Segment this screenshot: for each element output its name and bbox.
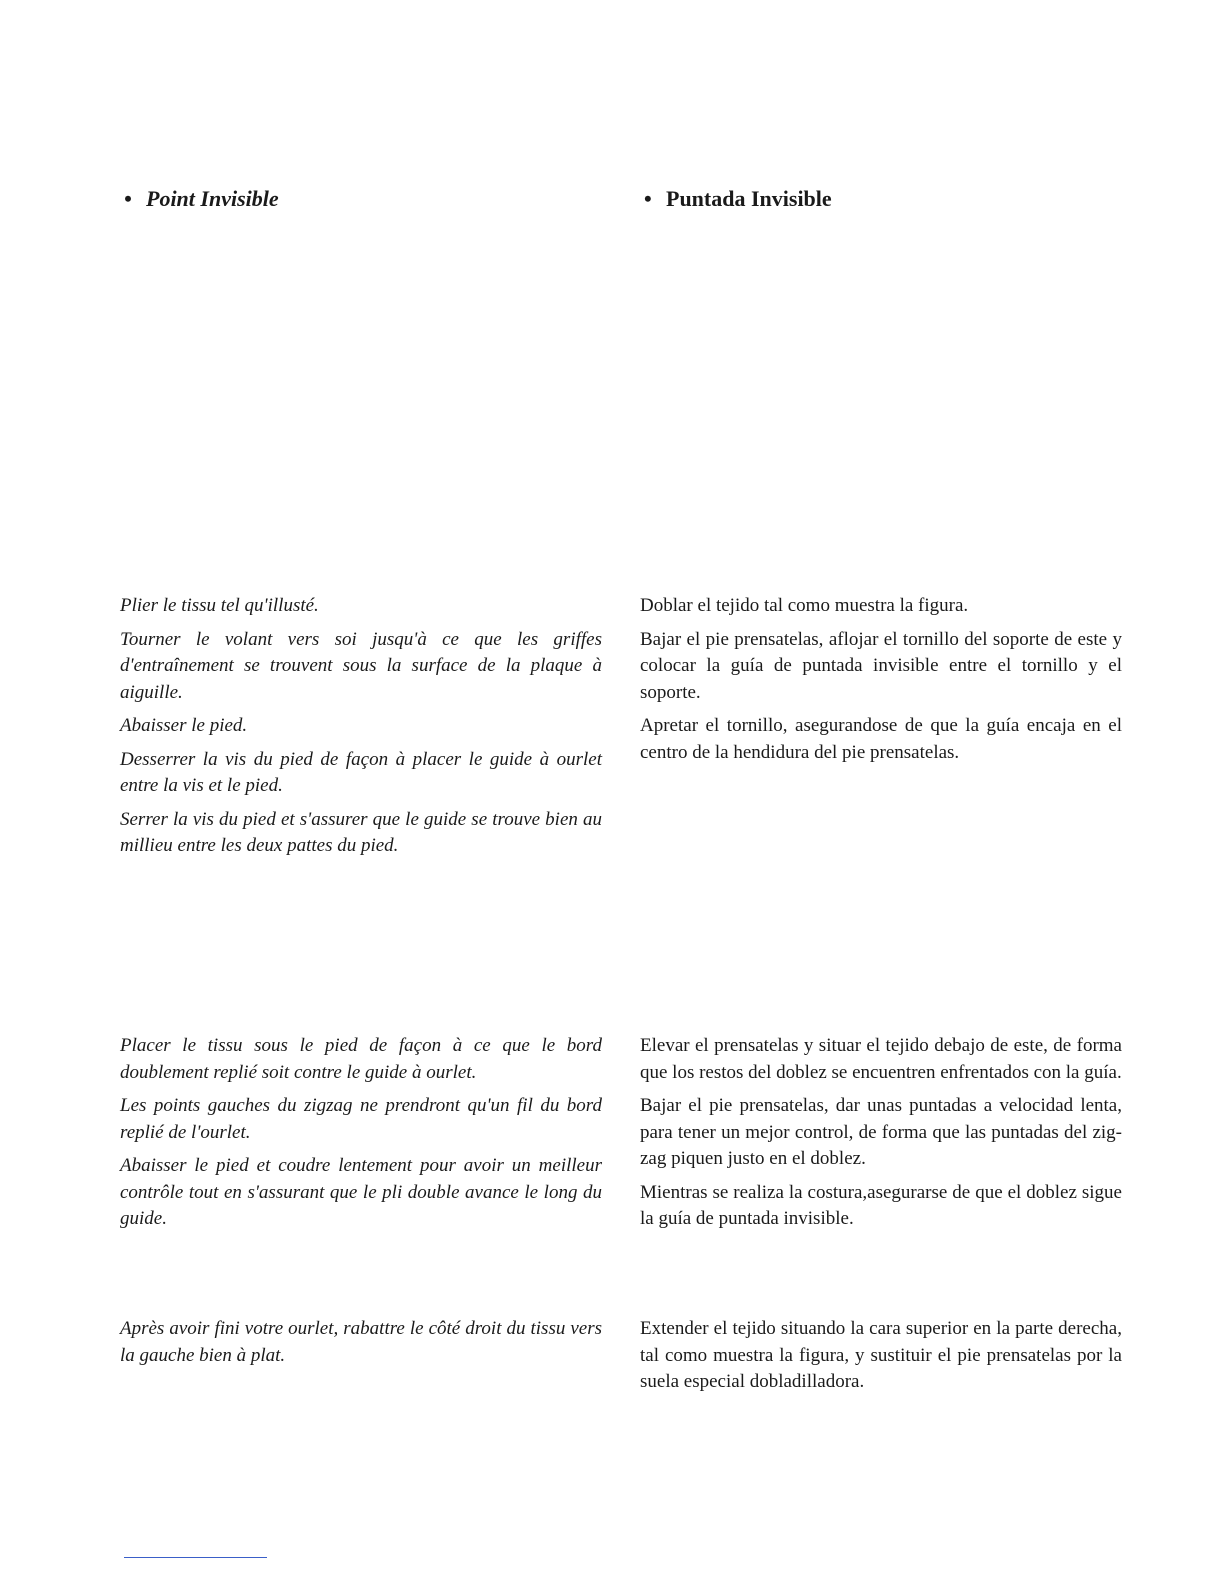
paragraph: Tourner le volant vers soi jusqu'à ce que les griffes d'entraînement se trouvent sous la surface de la plaque à aiguille.: [120, 628, 602, 703]
paragraph: Elevar el prensatelas y situar el tejido debajo de este, de forma que los restos del doblez se encuentren enfrentados con la guía.: [640, 1035, 1122, 1083]
bullet-icon: •: [644, 186, 652, 211]
french-heading-text: Point Invisible: [146, 186, 279, 211]
paragraph: Extender el tejido situando la cara superior en la parte derecha, tal como muestra la figura, y sustituir el pie prensatelas por la suela especial dobladilladora.: [640, 1318, 1122, 1392]
paragraph: Abaisser le pied.: [120, 715, 248, 736]
bullet-icon: •: [124, 186, 132, 211]
french-instructions-1: [120, 593, 602, 867]
spanish-instructions-2: [640, 1033, 1122, 1240]
paragraph: Placer le tissu sous le pied de façon à ce que le bord doublement replié soit contre le guide à ourlet.: [120, 1035, 602, 1083]
paragraph: Serrer la vis du pied et s'assurer que le guide se trouve bien au millieu entre les deux pattes du pied.: [120, 808, 602, 856]
spanish-heading-text: Puntada Invisible: [666, 186, 832, 211]
paragraph: Bajar el pie prensatelas, aflojar el tornillo del soporte de este y colocar la guía de puntada invisible entre el tornillo y el soporte.: [640, 628, 1122, 703]
paragraph: Abaisser le pied et coudre lentement pour avoir un meilleur contrôle tout en s'assurant que le pli double avance le long du guide.: [120, 1155, 602, 1229]
french-heading: [124, 186, 279, 212]
paragraph: Plier le tissu tel qu'illusté.: [120, 595, 319, 616]
spanish-instructions-1: [640, 593, 1122, 773]
paragraph: Les points gauches du zigzag ne prendront qu'un fil du bord replié de l'ourlet.: [120, 1095, 602, 1143]
spanish-heading: [644, 186, 832, 212]
french-instructions-3: [120, 1316, 602, 1376]
paragraph: Desserrer la vis du pied de façon à placer le guide à ourlet entre la vis et le pied.: [120, 748, 602, 796]
french-instructions-2: [120, 1033, 602, 1240]
paragraph: Apretar el tornillo, asegurandose de que la guía encaja en el centro de la hendidura del pie prensatelas.: [640, 715, 1122, 763]
paragraph: Bajar el pie prensatelas, dar unas puntadas a velocidad lenta, para tener un mejor control, de forma que las puntadas del zig-zag piquen justo en el doblez.: [640, 1095, 1122, 1169]
spanish-instructions-3: [640, 1316, 1122, 1403]
paragraph: Doblar el tejido tal como muestra la figura.: [640, 595, 969, 616]
paragraph: Après avoir fini votre ourlet, rabattre le côté droit du tissu vers la gauche bien à plat.: [120, 1318, 602, 1366]
footer-rule: [124, 1557, 267, 1558]
paragraph: Mientras se realiza la costura,asegurarse de que el doblez sigue la guía de puntada invisible.: [640, 1181, 1122, 1229]
